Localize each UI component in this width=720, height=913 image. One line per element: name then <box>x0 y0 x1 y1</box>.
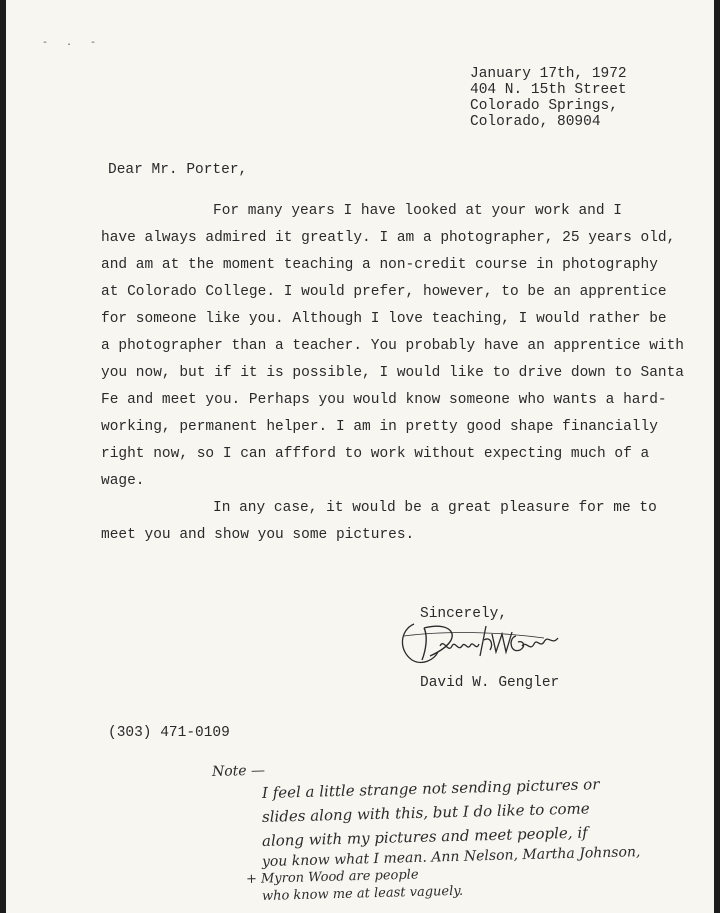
closing: Sincerely, <box>420 606 508 622</box>
body-line: wage. <box>101 473 145 489</box>
body-line: at Colorado College. I would prefer, however, to be an apprentice <box>101 284 667 300</box>
body-line: For many years I have looked at your work and I <box>213 203 622 219</box>
letter-page <box>6 0 714 913</box>
body-line: and am at the moment teaching a non-credit course in photography <box>101 257 658 273</box>
note-line: along with my pictures and meet people, if <box>261 823 588 850</box>
body-line: working, permanent helper. I am in pretty good shape financially <box>101 419 658 435</box>
note-line: you know what I mean. Ann Nelson, Martha Johnson, <box>261 844 641 870</box>
note-line: I feel a little strange not sending pictures or <box>261 775 600 802</box>
body-line: a photographer than a teacher. You probably have an apprentice with <box>101 338 684 354</box>
note-line: + Myron Wood are people <box>245 867 419 887</box>
note-heading: Note — <box>211 762 266 780</box>
body-line: for someone like you. Although I love teaching, I would rather be <box>101 311 667 327</box>
body-line: you now, but if it is possible, I would like to drive down to Santa <box>101 365 684 381</box>
salutation: Dear Mr. Porter, <box>108 162 248 178</box>
note-line: slides along with this, but I do like to come <box>261 799 590 826</box>
address-city: Colorado Springs, <box>470 98 618 114</box>
address-street: 404 N. 15th Street <box>470 82 627 98</box>
body-line: meet you and show you some pictures. <box>101 527 415 543</box>
body-line: have always admired it greatly. I am a photographer, 25 years old, <box>101 230 676 246</box>
handwritten-signature <box>394 616 564 668</box>
typed-name: David W. Gengler <box>420 675 560 691</box>
body-line: In any case, it would be a great pleasure for me to <box>213 500 657 516</box>
note-line: who know me at least vaguely. <box>261 883 464 904</box>
body-line: Fe and meet you. Perhaps you would know someone who wants a hard- <box>101 392 667 408</box>
phone-number: (303) 471-0109 <box>108 725 230 741</box>
margin-marks: - . - <box>42 38 103 49</box>
address-state-zip: Colorado, 80904 <box>470 114 601 130</box>
body-line: right now, so I can affford to work without expecting much of a <box>101 446 650 462</box>
address-date: January 17th, 1972 <box>470 66 627 82</box>
